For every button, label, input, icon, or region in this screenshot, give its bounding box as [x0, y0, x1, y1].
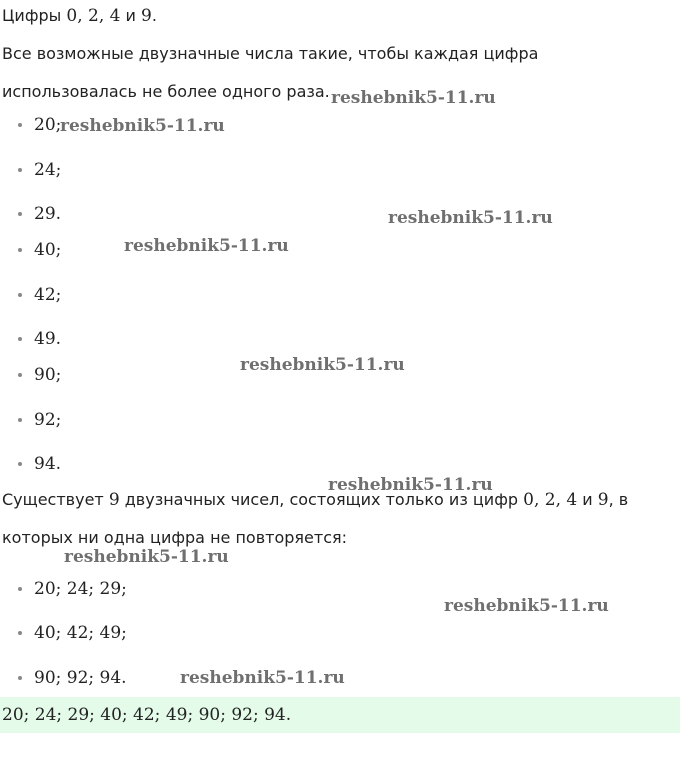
- intro-last-digit: 9: [141, 6, 152, 26]
- bullet-icon: [18, 293, 22, 297]
- intro-end: .: [151, 6, 157, 25]
- watermark: reshebnik5-11.ru: [328, 475, 493, 495]
- description-line-2: использовалась не более одного раза.: [2, 82, 330, 101]
- list-item-text: 20; 24; 29;: [34, 579, 127, 599]
- summary-part-1: Существует: [2, 490, 109, 509]
- summary-last-digit: 9: [597, 490, 609, 510]
- summary-line-2: которых ни одна цифра не повторяется:: [2, 528, 348, 547]
- bullet-icon: [18, 168, 22, 172]
- watermark: reshebnik5-11.ru: [331, 88, 496, 108]
- bullet-icon: [18, 212, 22, 216]
- answer-box: 20; 24; 29; 40; 42; 49; 90; 92; 94.: [0, 697, 680, 733]
- list-item-text: 90; 92; 94.: [34, 668, 127, 688]
- list-item-text: 94.: [34, 454, 62, 474]
- intro-conj: и: [120, 6, 142, 25]
- list-item: [18, 409, 61, 431]
- intro-prefix: Цифры: [2, 6, 67, 25]
- watermark: reshebnik5-11.ru: [240, 355, 405, 375]
- summary-count: 9: [108, 490, 120, 510]
- watermark: reshebnik5-11.ru: [444, 596, 609, 616]
- summary-part-3: , в: [608, 490, 629, 509]
- bullet-icon: [18, 248, 22, 252]
- list-item-text: 92;: [34, 410, 62, 430]
- watermark: reshebnik5-11.ru: [388, 208, 553, 228]
- watermark: reshebnik5-11.ru: [60, 116, 225, 136]
- list-item: [18, 578, 127, 600]
- watermark: reshebnik5-11.ru: [180, 668, 345, 688]
- bullet-icon: [18, 123, 22, 127]
- bullet-icon: [18, 418, 22, 422]
- list-item: [18, 203, 61, 225]
- list-item-text: 90;: [34, 365, 62, 385]
- bullet-icon: [18, 373, 22, 377]
- list-item-text: 40;: [34, 240, 62, 260]
- bullet-icon: [18, 676, 22, 680]
- summary-line-1: [2, 490, 628, 510]
- list-item: [18, 284, 61, 306]
- summary-part-2: двузначных чисел, состоящих только из цифр: [119, 490, 524, 509]
- bullet-icon: [18, 337, 22, 341]
- list-item: [18, 453, 61, 475]
- description-line-1: Все возможные двузначные числа такие, чтобы каждая цифра: [2, 44, 539, 63]
- list-item-text: 24;: [34, 160, 62, 180]
- bullet-icon: [18, 631, 22, 635]
- bullet-icon: [18, 587, 22, 591]
- summary-conj: и: [577, 490, 598, 509]
- watermark: reshebnik5-11.ru: [124, 236, 289, 256]
- list-item-text: 40; 42; 49;: [34, 623, 127, 643]
- list-item-text: 29.: [34, 204, 62, 224]
- list-item: [18, 667, 127, 689]
- list-item: [18, 114, 61, 136]
- watermark: reshebnik5-11.ru: [64, 547, 229, 567]
- summary-digits: 0, 2, 4: [523, 490, 578, 510]
- bullet-icon: [18, 462, 22, 466]
- list-item: [18, 622, 127, 644]
- list-item-text: 20;: [34, 115, 62, 135]
- intro-digits: 0, 2, 4: [66, 6, 121, 26]
- intro-line: [2, 6, 157, 26]
- list-item: [18, 159, 61, 181]
- list-item: [18, 328, 61, 350]
- list-item-text: 42;: [34, 285, 62, 305]
- list-item: [18, 364, 61, 386]
- list-item-text: 49.: [34, 329, 62, 349]
- list-item: [18, 239, 61, 261]
